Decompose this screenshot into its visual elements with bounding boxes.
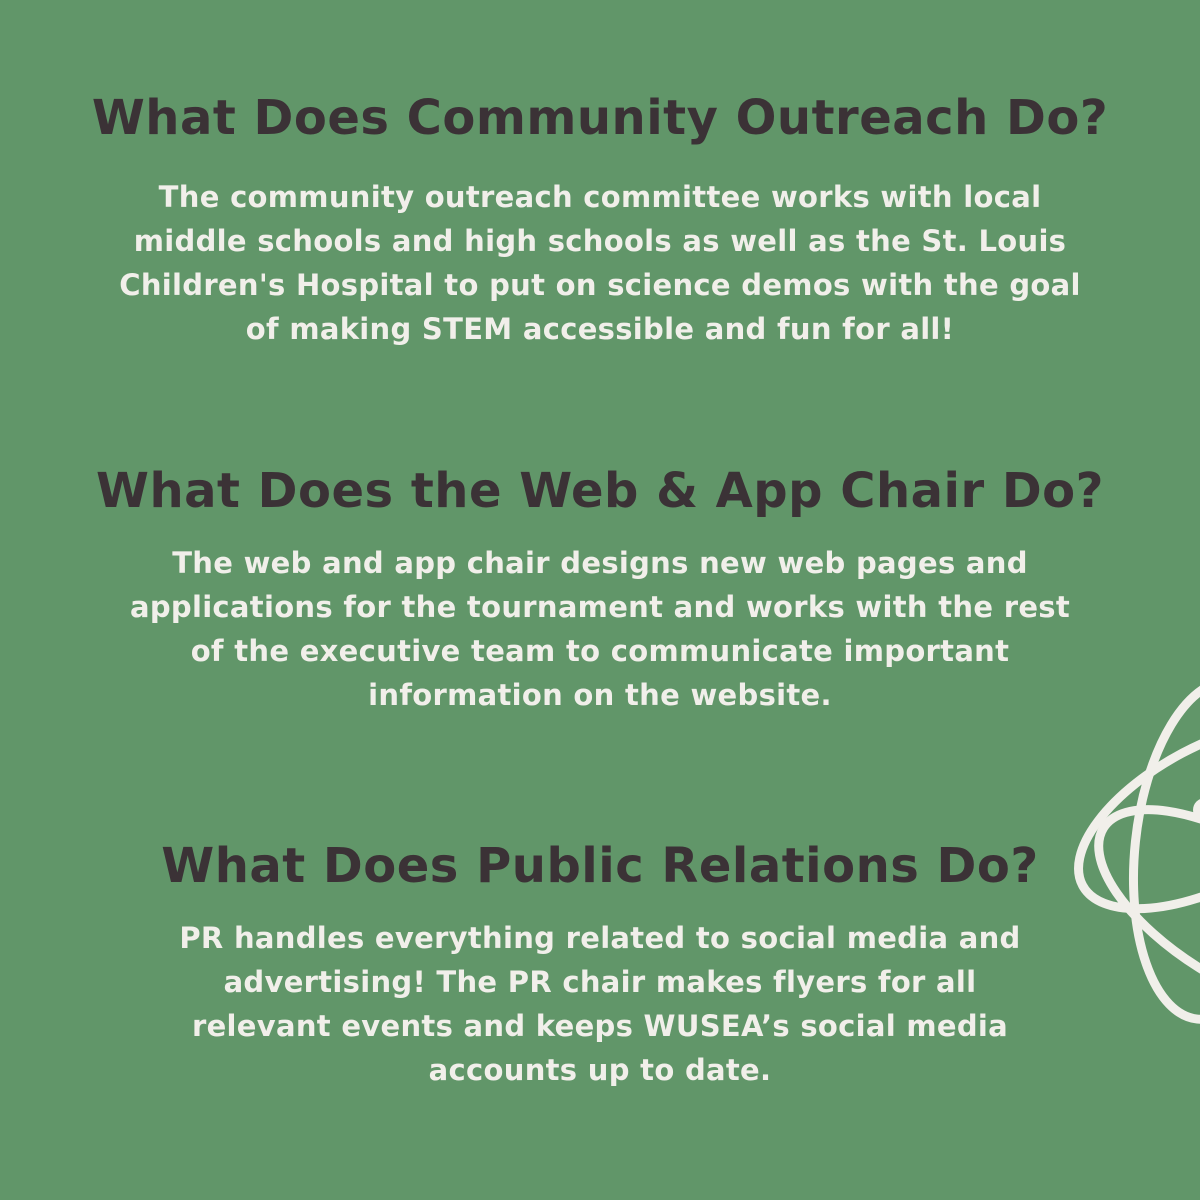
community-outreach-section [0, 88, 1200, 351]
community-outreach-description [0, 175, 1200, 351]
description-line: advertising! The PR chair makes flyers for all [223, 965, 977, 999]
description-line: applications for the tournament and works with the rest [129, 590, 1071, 624]
public-relations-heading: What Does Public Relations Do? [161, 838, 1039, 894]
description-line: Children's Hospital to put on science demos with the goal [119, 268, 1081, 302]
community-outreach-heading: What Does Community Outreach Do? [91, 90, 1109, 146]
public-relations-section [0, 836, 1200, 1092]
description-line: PR handles everything related to social media and [179, 921, 1021, 955]
description-line: The web and app chair designs new web pages and [172, 546, 1028, 580]
description-line: relevant events and keeps WUSEA’s social media [191, 1009, 1009, 1043]
description-line: The community outreach committee works with local [158, 180, 1042, 214]
atom-orbit [1118, 673, 1200, 1028]
public-relations-description [0, 916, 1200, 1092]
description-line: of making STEM accessible and fun for all! [245, 312, 955, 346]
web-app-chair-section [0, 461, 1200, 717]
description-line: middle schools and high schools as well as the St. Louis [133, 224, 1067, 258]
atom-icon [1040, 660, 1200, 1040]
description-line: of the executive team to communicate important [190, 634, 1010, 668]
web-app-chair-heading: What Does the Web & App Chair Do? [96, 463, 1104, 519]
description-line: information on the website. [368, 678, 832, 712]
description-line: accounts up to date. [428, 1053, 772, 1087]
web-app-chair-description [0, 541, 1200, 717]
